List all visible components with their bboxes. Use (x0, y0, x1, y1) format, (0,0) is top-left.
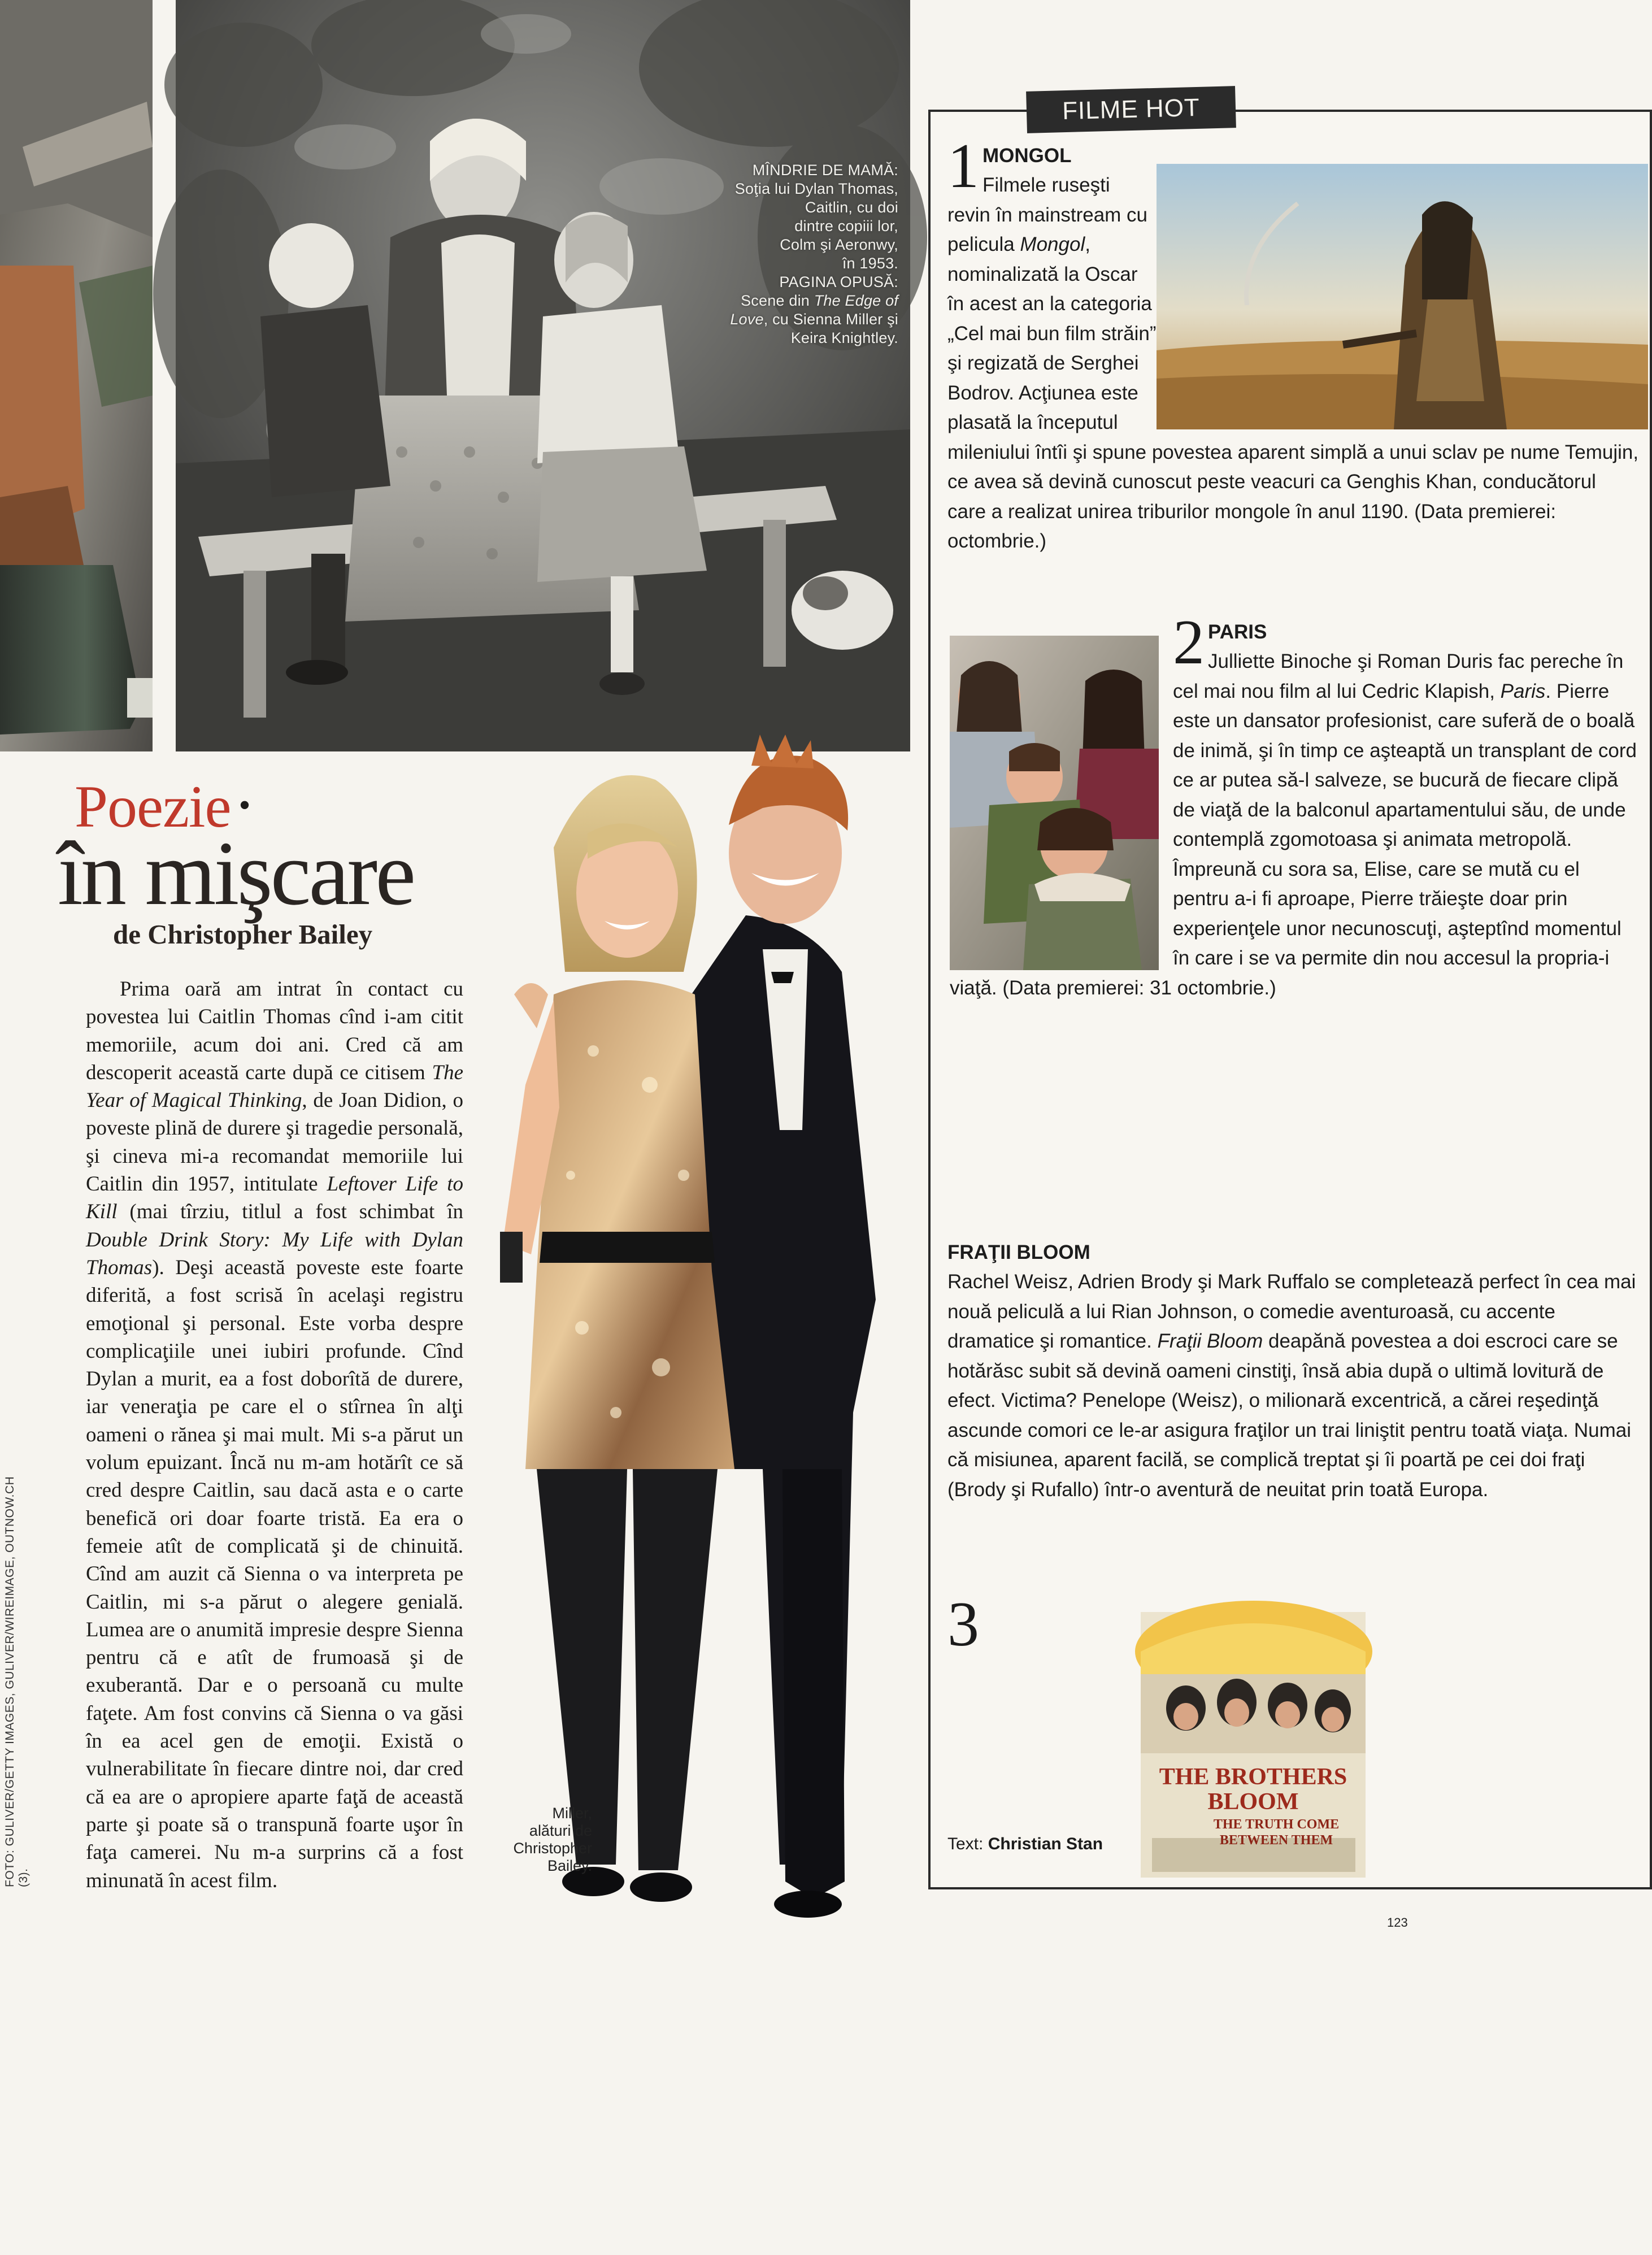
item-title: FRAŢII BLOOM (947, 1241, 1090, 1263)
item-title: MONGOL (982, 145, 1072, 167)
headline-main: în mişcare (58, 823, 414, 924)
byline: de Christopher Bailey (113, 919, 373, 950)
family-photo (176, 0, 910, 751)
item-number: 1 (947, 131, 979, 201)
photo-caption: MÎNDRIE DE MAMĂ: Soţia lui Dylan Thomas, Caitlin, cu doi dintre copiii lor, Colm şi Aeronwy, în 1953. PAGINA OPUSĂ: Scene din The Edge of Love, cu Sienna Miller şi Keira Knightley. (667, 161, 898, 347)
film-sidebar (928, 110, 1652, 1889)
film-item-3: 3 FRAŢII BLOOM Rachel Weisz, Adrien Brody şi Mark Ruffalo se completează perfect în cea mai nouă peliculă a lui Rian Johnson, o comedie aventuroasă, cu accente dramatice şi romantice. Fraţii Bloom deapănă povestea a doi escroci care se hotărăsc subit să devină oameni cinstiţi, însă abia după o ultimă lovitură de efect. Victima? Penelope (Weisz), o milionară excentrică, a cărei reşedinţă ascunde comori ce le-ar asigura fraţilor un trai liniştit pentru toată viaţa. Numai că misiunea, aparent facilă, se complică treptat şi îi poartă pe cei doi fraţi (Brody şi Rufallo) într-o aventură de neuitat prin toată Europa. (947, 1238, 1640, 2255)
film-item-2: 2 PARIS Julliette Binoche şi Roman Duris fac pereche în cel mai nou film al lui Cedric Klapish, Paris. Pierre este un dansator profesionist, care suferă de o boală de inimă, şi în timp ce aşteaptă un transplant de cord ce ar putea să-l salveze, se bucură de fiecare clipă de viaţă de la balconul apartamentului său, de unde contemplă zgomotoasa şi animata metropolă. Împreună cu sora sa, Elise, care se mută cu el pentru a-i fi aproape, Pierre trăieşte doar prin experienţele unor necunoscuţi, aşteptînd momentul în care i se va permite din nou accesul la propria-i viaţă. (Data premierei: 31 octombrie.) (950, 618, 1639, 1003)
item-number: 3 (947, 1589, 979, 1659)
sidebar-tab: FILME HOT (1026, 86, 1236, 133)
item-number: 2 (1173, 607, 1205, 677)
photo-credit: FOTO: GULIVER/GETTY IMAGES, GULIVER/WIREIMAGE, OUTNOW.CH (3). (3, 1476, 30, 1887)
headline-kicker: Poezie • (75, 774, 250, 840)
poster-title: THE BROTHERS BLOOM (1159, 1764, 1347, 1815)
article-paragraph: Prima oară am intrat în contact cu povestea lui Caitlin Thomas cînd i-am citit memoriile, acum doi ani. Cred că am descoperit această carte după ce citisem The Year of Magical Thinking, de Joan Didion, o poveste plină de durere şi tragedie personală, şi cineva mi-a recomandat memoriile lui Caitlin din 1957, intitulate Leftover Life to Kill (mai tîrziu, titlul a fost schimbat în Double Drink Story: My Life with Dylan Thomas). Deşi această poveste este foarte diferită, a fost scrisă în acelaşi registru emoţional şi personal. Este vorba despre complicaţiile unei iubiri profunde. Cînd Dylan a murit, ea a fost doborîtă de durere, iar veneraţia pe care el o stîrnea în alţi oameni o rănea şi mai mult. Mi s-a părut un volum epuizant. Încă nu m-am hotărît ce să cred despre Caitlin, sau dacă asta e o carte benefică ori doar foarte tristă. Ea era o femeie atît de complicată şi de chinuită. Cînd am auzit că Sienna o va interpreta pe Caitlin, mi s-a părut o alegere genială. Lumea are o anumită impresie despre Sienna pentru că e atît de frumoasă şi de exuberantă. Dar e o persoană cu multe faţete. Am fost convins că Sienna o va găsi în ea acel gen de emoţii. Există o vulnerabilitate în fiecare dintre noi, dar cred că ea are o apropiere aparte faţă de această parte şi poate să o transpună foarte uşor în faţa camerei. Nu m-a surprins că a fost minunată în acest film. (86, 977, 463, 1892)
caption-heading-2: PAGINA OPUSĂ: (779, 273, 898, 290)
couple-caption: Miller, alături de Christopher Bailey. (513, 1805, 592, 1874)
caption-heading: MÎNDRIE DE MAMĂ: (752, 162, 898, 179)
poster-tagline: THE TRUTH COME BETWEEN THEM (1213, 1817, 1340, 1848)
film-item-1: 1 MONGOL Filmele ruseşti revin în mainstream cu pelicula Mongol, nominalizată la Oscar în acest an la categoria „Cel mai bun film străin” şi regizată de Serghei Bodrov. Acţiunea este plasată la începutul mileniului întîi şi spune povestea aparent simplă a unui sclav pe nume Temujin, ce avea să devină cunoscut peste veacuri ca Genghis Khan, conducătorul care a realizat unirea triburilor mongole în anul 1190. (Data premierei: octombrie.) (947, 131, 1639, 552)
item-title: PARIS (1208, 621, 1267, 643)
couple-photo (446, 735, 932, 1966)
article-body (86, 975, 463, 1895)
sidebar-credit: Text: Christian Stan (947, 1835, 1103, 1853)
brothers-bloom-poster (1141, 1612, 1366, 1878)
page-number: 123 (1387, 1915, 1408, 1930)
left-edge-photo (0, 0, 153, 751)
